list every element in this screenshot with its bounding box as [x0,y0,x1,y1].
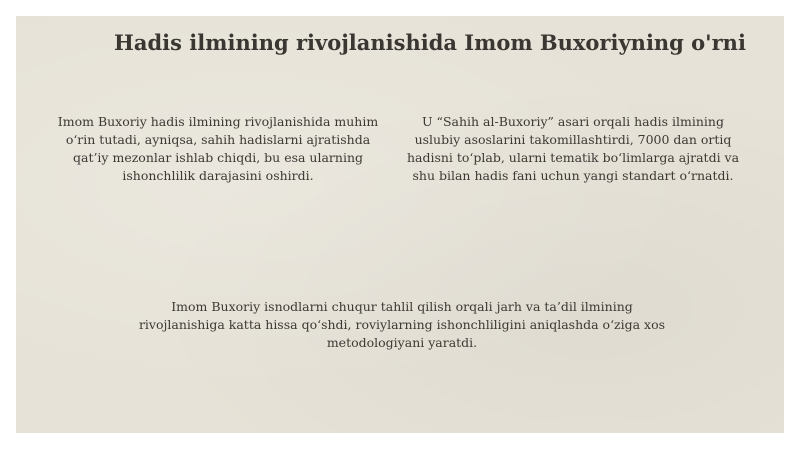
slide [16,16,784,433]
paragraph-left: Imom Buxoriy hadis ilmining rivojlanishida muhim o‘rin tutadi, ayniqsa, sahih hadislarni ajratishda qat’iy mezonlar ishlab chiqdi, bu esa ularning ishonchlilik darajasini oshirdi. [57,114,379,183]
paragraph-bottom: Imom Buxoriy isnodlarni chuqur tahlil qilish orqali jarh va ta’dil ilmining rivojlanishiga katta hissa qo‘shdi, roviylarning ishonchliligini aniqlashda o‘ziga xos metodologiyani yaratdi. [138,299,666,350]
slide-title: Hadis ilmining rivojlanishida Imom Buxoriyning o'rni [114,30,746,55]
paragraph-right: U “Sahih al-Buxoriy” asari orqali hadis ilmining uslubiy asoslarini takomillashtirdi, 7000 dan ortiq hadisni to‘plab, ularni tematik bo‘limlarga ajratdi va shu bilan hadis fani uchun yangi standart o‘rnatdi. [406,114,740,183]
